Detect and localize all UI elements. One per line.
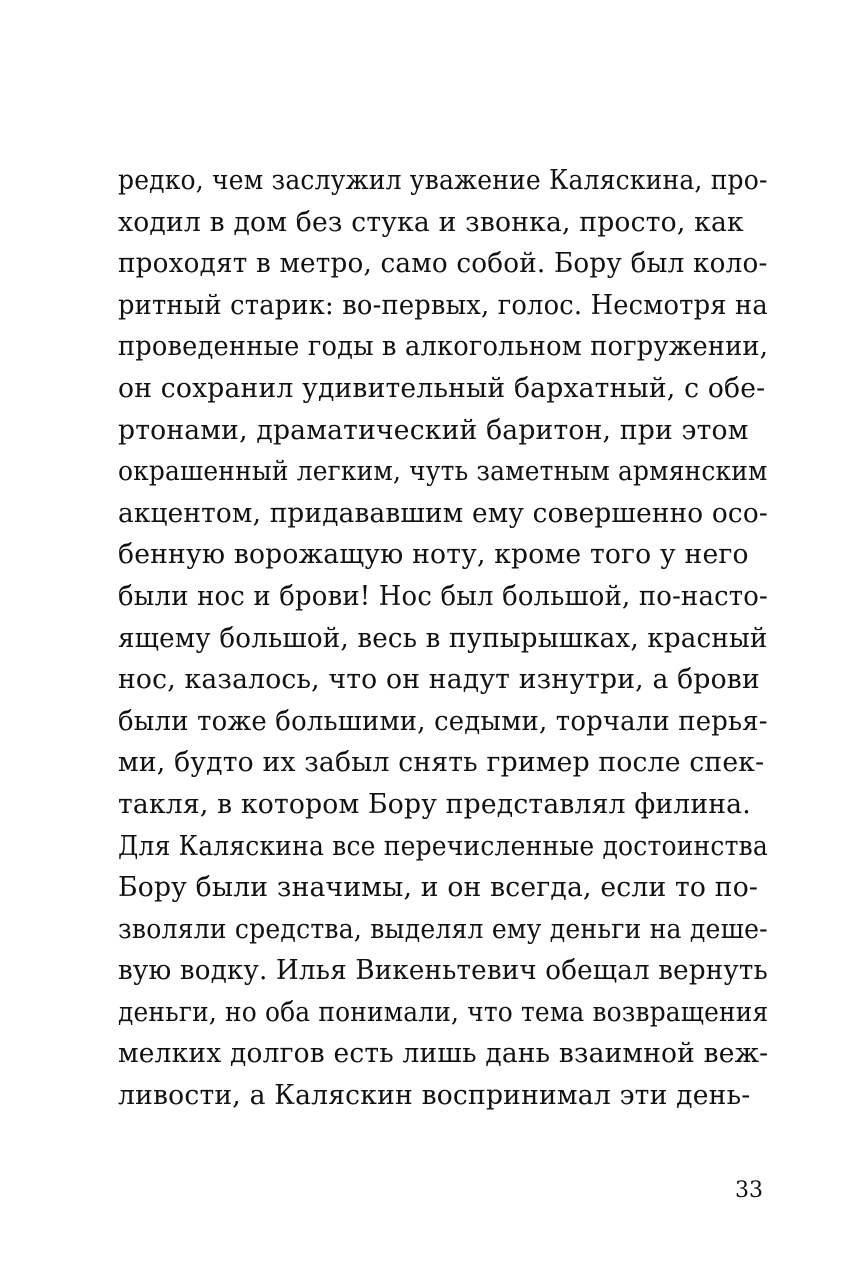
text-line: ящему большой, весь в пупырышках, красный [118, 622, 768, 654]
text-line: ртонами, драматический баритон, при этом [118, 414, 749, 446]
text-line: редко, чем заслужил уважение Каляскина, про- [118, 165, 768, 196]
text-line: ходил в дом без стука и звонка, просто, как [118, 206, 744, 238]
text-line: были тоже большими, седыми, торчали перья- [118, 705, 768, 737]
text-line: ливости, а Каляскин воспринимал эти день- [118, 1080, 751, 1112]
text-line: проходят в метро, само собой. Бору был коло- [118, 248, 768, 280]
text-line: окрашенный легким, чуть заметным армянским [118, 456, 768, 488]
text-line: мелких долгов есть лишь дань взаимной веж- [118, 1038, 769, 1070]
text-line: акцентом, придававшим ему совершенно осо- [118, 497, 768, 529]
body-text [118, 160, 778, 1117]
text-line: он сохранил удивительный бархатный, с обе- [118, 372, 766, 404]
text-line: ритный старик: во-первых, голос. Несмотря на [118, 289, 768, 321]
text-line: бенную ворожащую ноту, кроме того у него [118, 539, 749, 571]
text-line: Бору были значимы, и он всегда, если то по- [118, 872, 759, 904]
text-line: Для Каляскина все перечисленные достоинства [118, 830, 768, 862]
text-line: зволяли средства, выделял ему деньги на деше- [118, 913, 768, 945]
text-line: ми, будто их забыл снять гример после спек- [118, 747, 765, 779]
text-line: были нос и брови! Нос был большой, по-насто- [118, 580, 768, 612]
text-line: вую водку. Илья Викеньтевич обещал вернуть [118, 955, 768, 987]
text-line: проведенные годы в алкогольном погружении, [118, 331, 769, 363]
text-line: нос, казалось, что он надут изнутри, а брови [118, 664, 760, 696]
text-line: такля, в котором Бору представлял филина. [118, 788, 751, 820]
page-number: 33 [735, 1178, 763, 1203]
text-line: деньги, но оба понимали, что тема возвращения [118, 996, 769, 1028]
